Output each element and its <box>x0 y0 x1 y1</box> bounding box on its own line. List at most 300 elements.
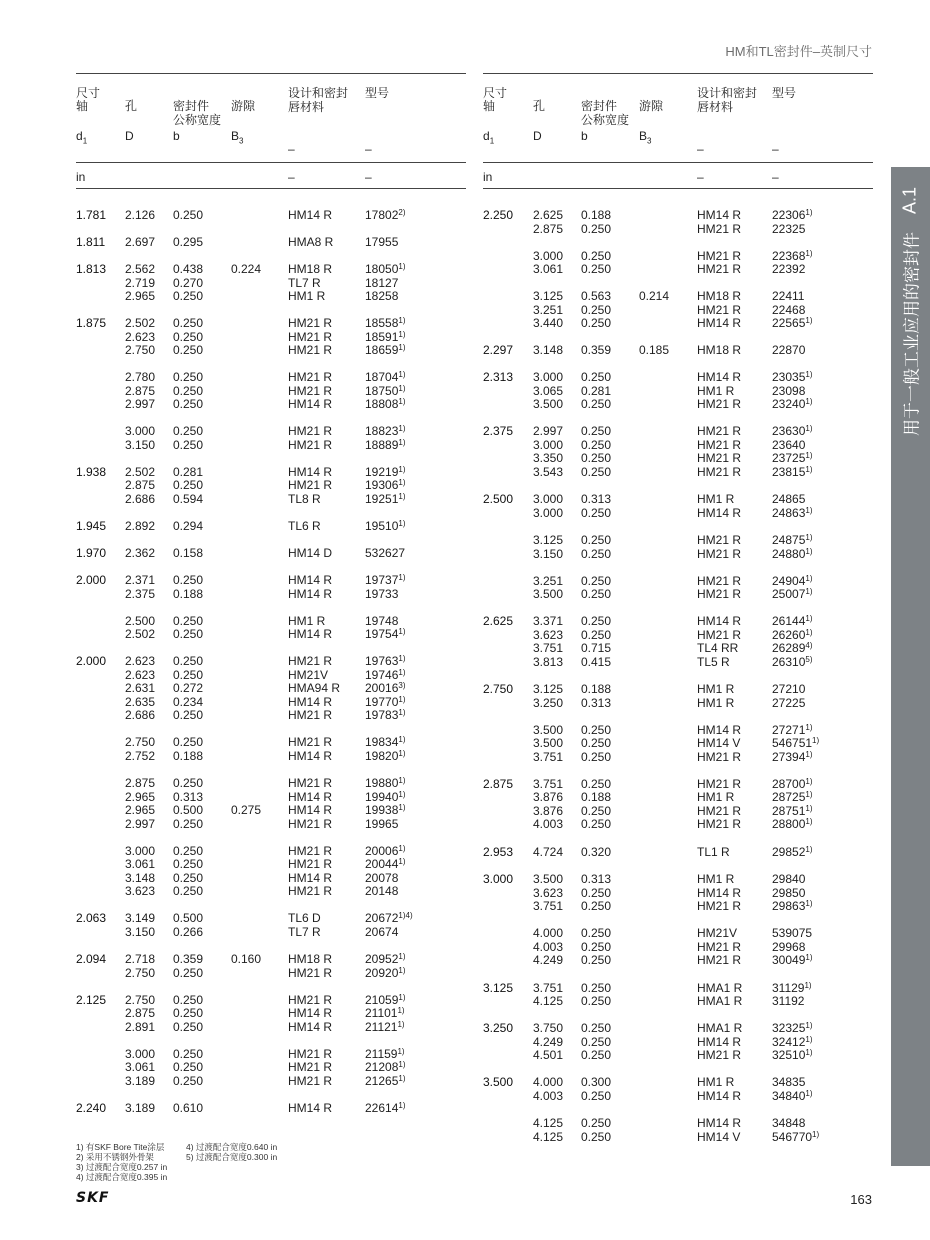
table-row <box>483 954 873 968</box>
cell-designation: 19940$^{1)}$ <box>365 789 406 804</box>
cell-designation: 18127 <box>365 275 399 290</box>
cell-width-b: 0.250 <box>581 614 612 628</box>
footnote-ref: 1) <box>805 817 813 826</box>
table-row <box>483 737 873 751</box>
table-row <box>76 493 466 507</box>
footnote-ref: 1) <box>805 1048 813 1057</box>
table-row <box>483 250 873 264</box>
table-row <box>483 900 873 914</box>
cell-width-b: 0.250 <box>581 546 612 561</box>
cell-design: HM21 R <box>697 464 742 479</box>
col-header-bore: 孔 <box>125 99 138 113</box>
cell-design: HM21 R <box>697 262 742 276</box>
footnotes-col-1 <box>76 1142 167 1182</box>
cell-designation: 18750$^{1)}$ <box>365 383 406 398</box>
cell-designation: 28725$^{1)}$ <box>772 790 813 804</box>
table-row <box>483 724 873 738</box>
cell-design: HM1 R <box>697 1075 735 1089</box>
cell-design: HM1 R <box>697 790 735 804</box>
table-row <box>483 304 873 318</box>
cell-clearance-B3: 0.224 <box>231 262 262 276</box>
cell-bore-D: 2.697 <box>125 235 156 249</box>
cell-design: HM21 R <box>288 424 333 438</box>
cell-design: HM18 R <box>288 262 333 276</box>
cell-designation: 19746$^{1)}$ <box>365 667 406 682</box>
footnote-ref: 1) <box>805 845 813 854</box>
footnote-ref: 1) <box>398 370 406 379</box>
table-row <box>483 887 873 901</box>
footnote-ref: 1) <box>805 316 813 325</box>
table-row <box>76 872 466 886</box>
cell-designation: 25007$^{1)}$ <box>772 587 813 601</box>
cell-shaft-d1: 1.970 <box>76 546 107 560</box>
col-header-shaft: 轴 <box>483 99 496 113</box>
footnote-ref: 1) <box>398 573 406 582</box>
col-header-designation: 型号 <box>365 86 390 100</box>
cell-bore-D: 3.751 <box>533 980 564 995</box>
cell-design: HM21 R <box>288 708 333 722</box>
cell-width-b: 0.415 <box>581 654 612 669</box>
cell-design: HM21 R <box>697 587 742 601</box>
cell-designation: 19820$^{1)}$ <box>365 748 406 763</box>
col-dash-design: – <box>697 142 704 156</box>
table-row <box>483 1131 873 1145</box>
table-row <box>483 778 873 792</box>
cell-bore-D: 3.000 <box>533 370 564 384</box>
cell-design: HM21 R <box>288 478 333 492</box>
cell-width-b: 0.250 <box>173 627 204 641</box>
table-row <box>483 818 873 832</box>
cell-width-b: 0.250 <box>173 843 204 858</box>
cell-width-b: 0.250 <box>581 736 612 750</box>
cell-width-b: 0.359 <box>173 952 204 966</box>
cell-width-b: 0.250 <box>173 776 204 790</box>
cell-designation: 19306$^{1)}$ <box>365 478 406 492</box>
cell-designation: 21059$^{1)}$ <box>365 992 406 1007</box>
cell-width-b: 0.188 <box>581 790 612 804</box>
col-header-dim: 尺寸 <box>483 86 508 100</box>
unit-dash-design: – <box>288 170 295 184</box>
cell-width-b: 0.250 <box>581 464 612 479</box>
cell-bore-D: 2.362 <box>125 546 156 560</box>
cell-width-b: 0.438 <box>173 262 204 276</box>
cell-designation: 23640 <box>772 437 806 452</box>
col-header-width: 密封件 公称宽度 <box>173 99 222 127</box>
cell-designation: 22325 <box>772 221 806 236</box>
cell-width-b: 0.250 <box>581 722 612 737</box>
cell-designation: 18889$^{1)}$ <box>365 437 406 452</box>
table-row <box>483 344 873 358</box>
table-row <box>76 344 466 358</box>
footnote-ref: 1) <box>804 980 812 990</box>
table-row <box>76 479 466 493</box>
cell-bore-D: 3.251 <box>533 302 564 317</box>
footnote-ref: 1) <box>805 464 813 474</box>
table-row <box>76 263 466 277</box>
cell-designation: 18558$^{1)}$ <box>365 316 406 330</box>
cell-design: HM21 R <box>697 424 742 438</box>
cell-width-b: 0.250 <box>173 370 204 384</box>
cell-design: HM21 R <box>697 248 742 263</box>
cell-design: HM14 R <box>288 1006 333 1020</box>
cell-width-b: 0.250 <box>173 1073 204 1088</box>
table-row <box>76 371 466 385</box>
cell-bore-D: 2.502 <box>125 464 156 479</box>
cell-width-b: 0.188 <box>173 586 204 601</box>
table-row <box>483 791 873 805</box>
cell-shaft-d1: 2.063 <box>76 911 107 925</box>
footnote-ref: 1) <box>805 1088 813 1098</box>
cell-designation: 24904$^{1)}$ <box>772 573 813 588</box>
footnote-ref: 1) <box>398 1073 406 1083</box>
cell-designation: 26144$^{1)}$ <box>772 614 813 628</box>
cell-design: HM18 R <box>288 952 333 966</box>
cell-designation: 32510$^{1)}$ <box>772 1048 813 1062</box>
page-header-title: HM和TL密封件–英制尺寸 <box>725 44 872 59</box>
cell-bore-D: 3.876 <box>533 790 564 804</box>
cell-bore-D: 3.061 <box>125 1060 156 1074</box>
footnote-ref: 1) <box>398 667 406 677</box>
cell-designation: 18808$^{1)}$ <box>365 397 406 411</box>
cell-width-b: 0.250 <box>581 1116 612 1130</box>
cell-bore-D: 2.997 <box>125 397 156 411</box>
table-header-rule <box>76 162 466 163</box>
cell-width-b: 0.250 <box>581 1048 612 1062</box>
table-row <box>483 1076 873 1090</box>
table-row <box>76 547 466 561</box>
footnote-ref: 1) <box>398 789 406 799</box>
cell-bore-D: 4.249 <box>533 953 564 967</box>
cell-bore-D: 2.623 <box>125 667 156 682</box>
cell-width-b: 0.300 <box>581 1075 612 1089</box>
col-symbol-bore: D <box>533 129 542 143</box>
cell-bore-D: 2.502 <box>125 316 156 330</box>
cell-width-b: 0.250 <box>173 1006 204 1020</box>
cell-bore-D: 4.249 <box>533 1034 564 1049</box>
cell-bore-D: 4.125 <box>533 1116 564 1130</box>
cell-width-b: 0.188 <box>173 748 204 763</box>
table-row <box>76 1048 466 1062</box>
skf-logo: SKF <box>76 1190 110 1206</box>
cell-bore-D: 4.125 <box>533 994 564 1008</box>
footnote-ref: 1) <box>805 573 813 583</box>
footnote-ref: 1) <box>398 857 406 866</box>
table-row <box>76 1075 466 1089</box>
cell-designation: 26260$^{1)}$ <box>772 627 813 642</box>
cell-design: HM14 R <box>288 573 333 587</box>
cell-shaft-d1: 2.094 <box>76 952 107 966</box>
cell-width-b: 0.250 <box>173 870 204 885</box>
cell-bore-D: 3.150 <box>125 437 156 452</box>
footnote-ref: 1) <box>398 343 406 352</box>
table-row <box>483 1117 873 1131</box>
cell-bore-D: 3.148 <box>125 870 156 885</box>
cell-bore-D: 3.000 <box>125 424 156 438</box>
cell-design: HM21 R <box>697 817 742 831</box>
table-row <box>76 696 466 710</box>
cell-design: HM1 R <box>697 383 735 398</box>
cell-bore-D: 2.875 <box>125 478 156 492</box>
cell-designation: 19754$^{1)}$ <box>365 627 406 641</box>
table-row <box>483 466 873 480</box>
table-row <box>483 493 873 507</box>
footnotes-col-2 <box>186 1142 277 1162</box>
cell-bore-D: 3.876 <box>533 803 564 818</box>
unit-dash-designation: – <box>365 170 372 184</box>
cell-bore-D: 3.150 <box>125 924 156 939</box>
table-row <box>483 317 873 331</box>
cell-design: HM21 R <box>697 573 742 588</box>
cell-bore-D: 3.189 <box>125 1073 156 1088</box>
cell-design: HM21V <box>697 926 738 940</box>
cell-design: HM1 R <box>288 289 326 303</box>
cell-width-b: 0.250 <box>581 370 612 384</box>
table-row <box>483 371 873 385</box>
cell-width-b: 0.250 <box>581 316 612 330</box>
cell-bore-D: 3.125 <box>533 289 564 303</box>
cell-shaft-d1: 2.500 <box>483 492 514 506</box>
footnote-ref: 1) <box>398 694 406 704</box>
cell-designation: 31129$^{1)}$ <box>772 980 812 995</box>
cell-designation: 19783$^{1)}$ <box>365 708 406 722</box>
footnote-ref: 1) <box>398 776 406 785</box>
cell-designation: 21265$^{1)}$ <box>365 1073 406 1088</box>
footnote-ref: 1) <box>812 1129 820 1139</box>
cell-designation: 17955 <box>365 235 399 249</box>
cell-width-b: 0.250 <box>581 1021 612 1035</box>
cell-design: HM14 R <box>697 505 742 520</box>
footnote-ref: 1) <box>805 370 813 379</box>
cell-designation: 27225 <box>772 695 806 710</box>
footnote-ref: 1) <box>398 262 406 271</box>
footnote-item: 4) 过渡配合宽度0.640 in <box>186 1142 278 1152</box>
cell-design: TL6 R <box>288 518 321 533</box>
cell-width-b: 0.234 <box>173 694 204 709</box>
table-row <box>76 1102 466 1116</box>
cell-designation: 546751$^{1)}$ <box>772 736 820 750</box>
cell-bore-D: 2.750 <box>125 735 156 749</box>
cell-width-b: 0.250 <box>173 816 204 831</box>
footnote-item: 1) 有SKF Bore Tite涂层 <box>76 1142 165 1152</box>
cell-design: HM21 R <box>697 221 742 236</box>
cell-design: HM21 R <box>288 857 333 871</box>
table-row <box>76 1021 466 1035</box>
table-row <box>483 588 873 602</box>
cell-bore-D: 3.623 <box>125 884 156 898</box>
footnote-ref: 1) <box>805 208 813 217</box>
cell-bore-D: 2.997 <box>125 816 156 831</box>
cell-design: HM1 R <box>697 872 735 886</box>
cell-bore-D: 3.500 <box>533 872 564 886</box>
cell-bore-D: 3.148 <box>533 343 564 357</box>
footnote-ref: 1) <box>805 451 813 460</box>
table-top-rule <box>483 73 873 74</box>
table-row <box>76 439 466 453</box>
cell-width-b: 0.250 <box>173 965 204 980</box>
cell-design: HM14 R <box>288 1019 333 1034</box>
cell-designation: 18258 <box>365 289 399 303</box>
table-row <box>76 331 466 345</box>
cell-width-b: 0.250 <box>581 1034 612 1049</box>
table-row <box>483 697 873 711</box>
cell-width-b: 0.281 <box>173 464 204 479</box>
col-dash-design: – <box>288 142 295 156</box>
table-row <box>76 1061 466 1075</box>
cell-design: HM14 R <box>288 464 333 479</box>
cell-designation: 19763$^{1)}$ <box>365 654 406 668</box>
cell-designation: 17802$^{2)}$ <box>365 208 406 222</box>
cell-width-b: 0.250 <box>173 857 204 871</box>
cell-bore-D: 3.371 <box>533 614 564 628</box>
cell-width-b: 0.250 <box>173 289 204 303</box>
cell-width-b: 0.250 <box>581 885 612 900</box>
cell-bore-D: 2.750 <box>125 992 156 1007</box>
section-sidebar-tab <box>891 167 930 1166</box>
cell-design: TL6 D <box>288 911 321 925</box>
cell-bore-D: 2.965 <box>125 803 156 817</box>
cell-width-b: 0.250 <box>581 817 612 831</box>
col-header-bore: 孔 <box>533 99 546 113</box>
cell-designation: 22468 <box>772 302 806 317</box>
cell-bore-D: 3.250 <box>533 695 564 710</box>
cell-shaft-d1: 3.500 <box>483 1075 514 1089</box>
cell-width-b: 0.250 <box>581 776 612 791</box>
cell-design: HM18 R <box>697 343 742 357</box>
cell-designation: 23098 <box>772 383 806 398</box>
cell-width-b: 0.250 <box>581 899 612 913</box>
table-row <box>76 236 466 250</box>
cell-width-b: 0.313 <box>581 872 612 886</box>
footnote-ref: 1) <box>805 505 813 515</box>
cell-design: TL4 RR <box>697 641 739 655</box>
table-row <box>483 846 873 860</box>
cell-bore-D: 2.371 <box>125 573 156 587</box>
cell-designation: 28800$^{1)}$ <box>772 817 813 831</box>
cell-width-b: 0.250 <box>173 343 204 357</box>
cell-design: HM21 R <box>288 329 333 344</box>
col-dash-designation: – <box>772 142 779 156</box>
cell-designation: 27210 <box>772 682 806 696</box>
cell-designation: 19733 <box>365 586 399 601</box>
cell-design: HM21 R <box>288 816 333 831</box>
footnote-ref: 1) <box>398 952 406 961</box>
unit-label: in <box>76 170 86 184</box>
cell-width-b: 0.250 <box>581 505 612 520</box>
footnote-ref: 1) <box>398 397 406 406</box>
footnote-ref: 4) <box>805 641 813 650</box>
cell-width-b: 0.250 <box>173 667 204 682</box>
cell-designation: 29850 <box>772 885 806 900</box>
table-row <box>483 1022 873 1036</box>
cell-width-b: 0.250 <box>581 424 612 438</box>
cell-bore-D: 2.780 <box>125 370 156 384</box>
cell-width-b: 0.294 <box>173 518 204 533</box>
cell-shaft-d1: 2.000 <box>76 654 107 668</box>
table-row <box>483 398 873 412</box>
cell-design: HMA8 R <box>288 235 334 249</box>
cell-designation: 19510$^{1)}$ <box>365 518 406 533</box>
cell-designation: 19834$^{1)}$ <box>365 735 406 749</box>
col-symbol-clearance: $B_3$ <box>231 129 244 146</box>
cell-design: HM1 R <box>288 613 326 628</box>
cell-design: HM1 R <box>697 695 735 710</box>
table-row <box>483 941 873 955</box>
cell-designation: $20672^{1)4)}$ <box>365 911 413 925</box>
footnote-ref: 1) <box>398 383 406 393</box>
cell-width-b: 0.313 <box>173 789 204 804</box>
cell-shaft-d1: 1.938 <box>76 464 107 479</box>
cell-width-b: 0.250 <box>581 397 612 411</box>
footnote-ref: 1)4) <box>398 911 413 920</box>
cell-shaft-d1: 1.945 <box>76 518 107 533</box>
table-row <box>76 994 466 1008</box>
cell-designation: 539075 <box>772 926 813 940</box>
cell-width-b: 0.500 <box>173 803 204 817</box>
cell-designation: 18823$^{1)}$ <box>365 424 406 438</box>
cell-design: HM14 R <box>697 722 742 737</box>
cell-design: HM21 R <box>288 316 333 330</box>
cell-shaft-d1: 2.313 <box>483 370 514 384</box>
cell-designation: 29968 <box>772 939 806 954</box>
cell-width-b: 0.250 <box>581 437 612 452</box>
cell-bore-D: 3.500 <box>533 722 564 737</box>
cell-width-b: 0.250 <box>581 221 612 236</box>
footnote-ref: 1) <box>398 478 406 487</box>
cell-designation: 21121$^{1)}$ <box>365 1019 405 1034</box>
cell-shaft-d1: 2.750 <box>483 682 514 696</box>
cell-designation: 24865 <box>772 492 806 506</box>
table-row <box>76 912 466 926</box>
cell-shaft-d1: 2.250 <box>483 208 514 222</box>
cell-bore-D: 3.000 <box>125 1046 156 1061</box>
cell-clearance-B3: 0.185 <box>639 343 670 357</box>
cell-designation: 29852$^{1)}$ <box>772 845 813 859</box>
cell-bore-D: 2.875 <box>533 221 564 236</box>
cell-designation: 28751$^{1)}$ <box>772 803 813 818</box>
table-row <box>483 452 873 466</box>
cell-design: HM21 R <box>288 343 333 357</box>
cell-bore-D: 3.150 <box>533 546 564 561</box>
cell-shaft-d1: 2.625 <box>483 614 514 628</box>
cell-design: HM14 R <box>288 789 333 804</box>
footnote-ref: 1) <box>398 491 406 501</box>
cell-width-b: 0.320 <box>581 845 612 859</box>
cell-width-b: 0.250 <box>173 478 204 492</box>
table-row <box>76 953 466 967</box>
cell-width-b: 0.250 <box>173 613 204 628</box>
cell-bore-D: 3.750 <box>533 1021 564 1035</box>
table-row <box>76 804 466 818</box>
cell-width-b: 0.272 <box>173 681 204 695</box>
cell-width-b: 0.188 <box>581 682 612 696</box>
cell-designation: 20674 <box>365 924 399 939</box>
footnote-ref: 1) <box>397 1019 405 1029</box>
cell-width-b: 0.250 <box>173 884 204 898</box>
cell-width-b: 0.250 <box>581 953 612 967</box>
cell-designation: 546770$^{1)}$ <box>772 1129 820 1144</box>
cell-designation: 27394$^{1)}$ <box>772 749 813 764</box>
cell-bore-D: 3.350 <box>533 451 564 465</box>
table-row <box>483 223 873 237</box>
table-row <box>76 615 466 629</box>
cell-width-b: 0.250 <box>581 1088 612 1103</box>
table-row <box>483 548 873 562</box>
cell-bore-D: 2.875 <box>125 1006 156 1020</box>
cell-width-b: 0.250 <box>581 749 612 764</box>
cell-design: HM14 V <box>697 736 741 750</box>
cell-width-b: 0.250 <box>581 803 612 818</box>
cell-designation: 21159$^{1)}$ <box>365 1046 405 1061</box>
